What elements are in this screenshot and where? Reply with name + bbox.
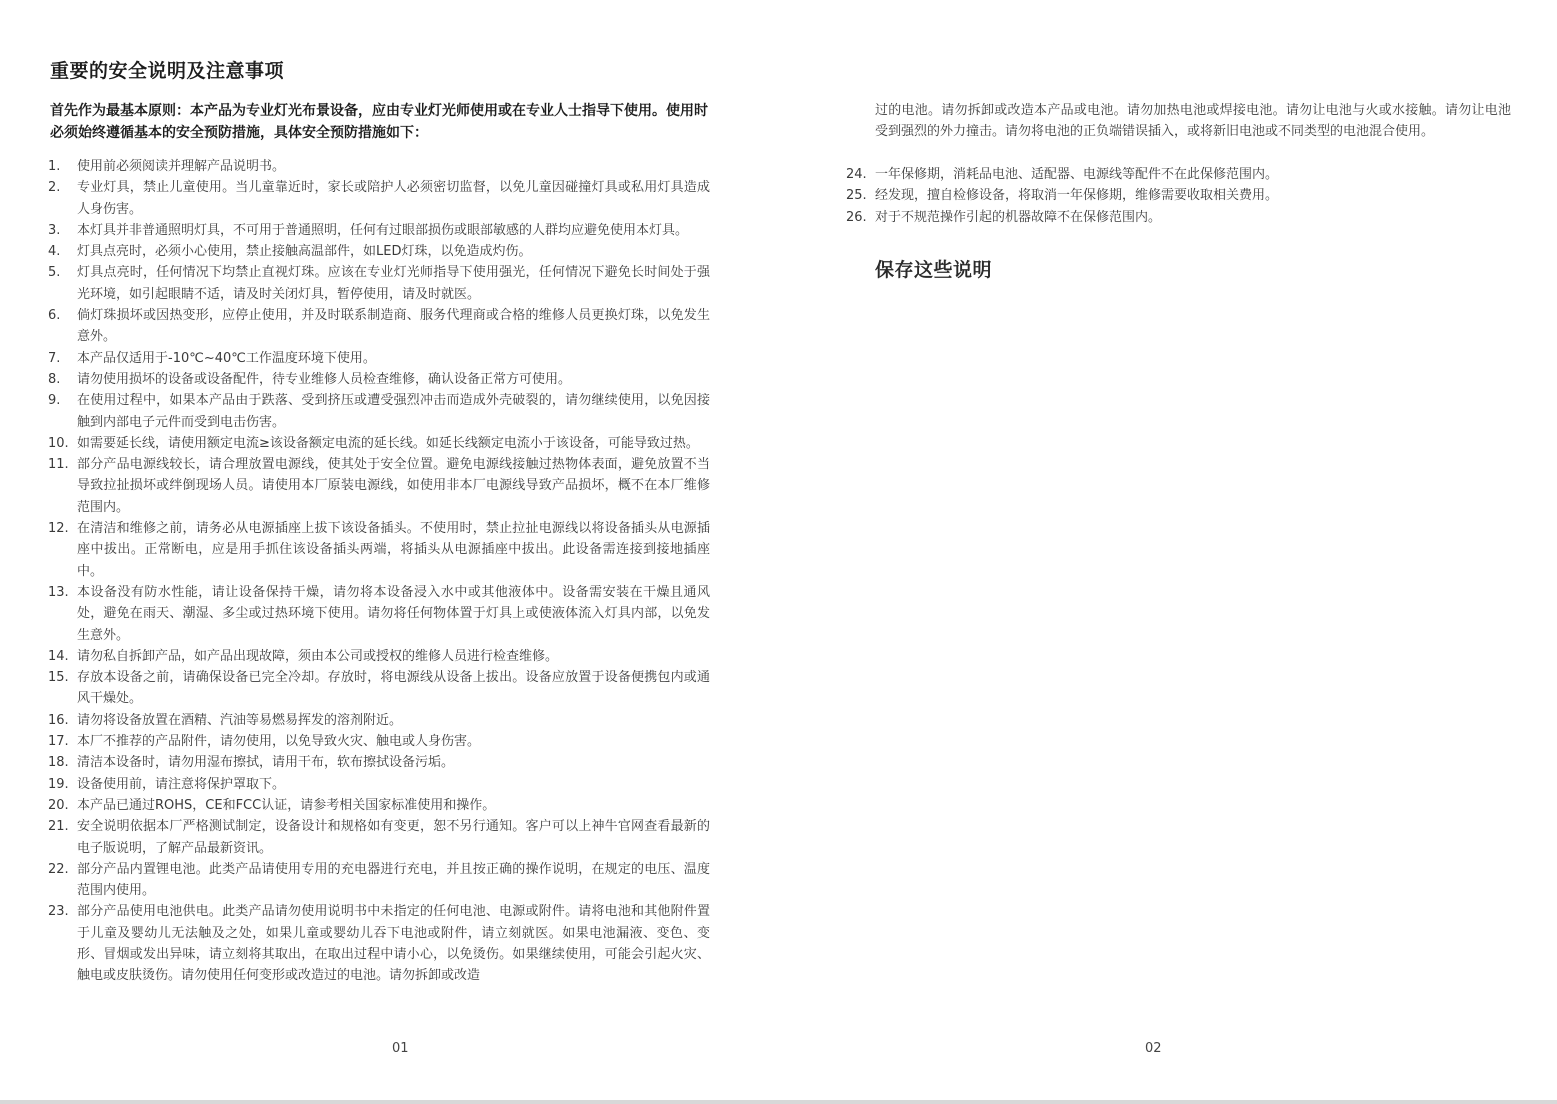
item-number: 22. xyxy=(48,861,69,877)
item-text: 在清洁和维修之前，请务必从电源插座上拔下该设备插头。不使用时，禁止拉扯电源线以将设备插头从电源插座中拔出。正常断电，应是用手抓住该设备插头两端，将插头从电源插座中拔出。此设备需连接到接地插座中。 xyxy=(77,521,710,579)
item-text: 清洁本设备时，请勿用湿布擦拭，请用干布，软布擦拭设备污垢。 xyxy=(77,755,455,771)
item-number: 17. xyxy=(48,734,69,750)
list-item xyxy=(846,185,1510,206)
list-item xyxy=(48,901,710,986)
list-item xyxy=(48,390,710,433)
item-text: 本产品仅适用于-10℃~40℃工作温度环境下使用。 xyxy=(77,350,376,366)
item-text: 部分产品电源线较长，请合理放置电源线，使其处于安全位置。避免电源线接触过热物体表面，避免放置不当导致拉扯损坏或绊倒现场人员。请使用本厂原装电源线，如使用非本厂电源线导致产品损坏，概不在本厂维修范围内。 xyxy=(77,457,710,515)
list-item xyxy=(48,667,710,710)
list-item xyxy=(48,859,710,902)
list-item xyxy=(48,752,710,773)
page-number-right: 02 xyxy=(1145,1041,1162,1056)
item-number: 14. xyxy=(48,648,69,664)
item-text: 倘灯珠损坏或因热变形，应停止使用，并及时联系制造商、服务代理商或合格的维修人员更换灯珠，以免发生意外。 xyxy=(77,308,710,345)
item-text: 本产品已通过ROHS，CE和FCC认证，请参考相关国家标准使用和操作。 xyxy=(77,797,496,813)
item-number: 4. xyxy=(48,244,61,260)
item-number: 5. xyxy=(48,265,61,281)
item-number: 3. xyxy=(48,222,61,238)
item-text: 请勿将设备放置在酒精、汽油等易燃易挥发的溶剂附近。 xyxy=(77,712,403,728)
list-item xyxy=(48,262,710,305)
list-item xyxy=(846,164,1510,185)
item-number: 16. xyxy=(48,712,69,728)
list-item xyxy=(48,177,710,220)
item-number: 9. xyxy=(48,393,61,409)
list-item xyxy=(48,241,710,262)
item-number: 10. xyxy=(48,435,69,451)
item-text: 本厂不推荐的产品附件，请勿使用，以免导致火灾、触电或人身伤害。 xyxy=(77,734,481,750)
item-number: 7. xyxy=(48,350,61,366)
item-text: 部分产品内置锂电池。此类产品请使用专用的充电器进行充电，并且按正确的操作说明，在规定的电压、温度范围内使用。 xyxy=(77,861,710,899)
list-item xyxy=(48,518,710,582)
item-number: 13. xyxy=(48,584,69,600)
page-number-left: 01 xyxy=(392,1041,409,1056)
list-item xyxy=(48,710,710,731)
list-item xyxy=(48,305,710,348)
item-text: 请勿私自拆卸产品，如产品出现故障，须由本公司或授权的维修人员进行检查维修。 xyxy=(77,648,559,664)
item-number: 25. xyxy=(846,188,867,204)
intro-paragraph: 首先作为最基本原则：本产品为专业灯光布景设备，应由专业灯光师使用或在专业人士指导下使用。使用时必须始终遵循基本的安全预防措施，具体安全预防措施如下： xyxy=(50,103,708,141)
item-text: 灯具点亮时，必须小心使用，禁止接触高温部件，如LED灯珠，以免造成灼伤。 xyxy=(77,244,532,260)
item-number: 19. xyxy=(48,776,69,792)
item-number: 2. xyxy=(48,180,61,196)
list-item xyxy=(48,646,710,667)
item-text: 本灯具并非普通照明灯具，不可用于普通照明，任何有过眼部损伤或眼部敏感的人群均应避免使用本灯具。 xyxy=(77,222,689,238)
list-item xyxy=(48,454,710,518)
item-text: 本设备没有防水性能，请让设备保持干燥，请勿将本设备浸入水中或其他液体中。设备需安装在干燥且通风处，避免在雨天、潮湿、多尘或过热环境下使用。请勿将任何物体置于灯具上或使液体流入灯具内部，以免发生意外。 xyxy=(77,584,710,643)
item-text: 请勿使用损坏的设备或设备配件，待专业维修人员检查维修，确认设备正常方可使用。 xyxy=(77,371,572,387)
item-number: 21. xyxy=(48,819,69,835)
item-text: 一年保修期，消耗品电池、适配器、电源线等配件不在此保修范围内。 xyxy=(875,167,1279,182)
item-text: 专业灯具，禁止儿童使用。当儿童靠近时，家长或陪护人必须密切监督，以免儿童因碰撞灯具或私用灯具造成人身伤害。 xyxy=(77,180,710,217)
item-number: 18. xyxy=(48,755,69,771)
item-text: 设备使用前，请注意将保护罩取下。 xyxy=(77,776,286,792)
item-number: 23. xyxy=(48,904,69,920)
item-text: 在使用过程中，如果本产品由于跌落、受到挤压或遭受强烈冲击而造成外壳破裂的，请勿继续使用，以免因接触到内部电子元件而受到电击伤害。 xyxy=(77,393,710,430)
bottom-divider xyxy=(0,1100,1557,1104)
safety-list-left xyxy=(48,156,710,987)
list-item xyxy=(48,731,710,752)
item-text: 如需要延长线，请使用额定电流≥该设备额定电流的延长线。如延长线额定电流小于该设备，可能导致过热。 xyxy=(77,435,699,451)
item-number: 12. xyxy=(48,521,69,537)
list-item xyxy=(48,348,710,369)
list-item xyxy=(48,816,710,859)
item-number: 6. xyxy=(48,308,61,324)
item-23-continuation: 过的电池。请勿拆卸或改造本产品或电池。请勿加热电池或焊接电池。请勿让电池与火或水接触。请勿让电池受到强烈的外力撞击。请勿将电池的正负端错误插入，或将新旧电池或不同类型的电池混合使用。 xyxy=(875,103,1511,140)
list-item xyxy=(48,156,710,177)
item-text: 使用前必须阅读并理解产品说明书。 xyxy=(77,159,286,174)
list-item xyxy=(48,220,710,241)
item-number: 1. xyxy=(48,159,61,174)
item-text: 灯具点亮时，任何情况下均禁止直视灯珠。应该在专业灯光师指导下使用强光，任何情况下避免长时间处于强光环境，如引起眼睛不适，请及时关闭灯具，暂停使用，请及时就医。 xyxy=(77,265,710,302)
left-page xyxy=(0,0,778,1104)
safety-title: 重要的安全说明及注意事项 xyxy=(50,60,285,82)
list-item xyxy=(48,582,710,646)
item-number: 24. xyxy=(846,167,867,182)
item-number: 11. xyxy=(48,457,69,473)
safety-list-right xyxy=(846,164,1510,228)
item-number: 8. xyxy=(48,371,61,387)
item-text: 存放本设备之前，请确保设备已完全冷却。存放时，将电源线从设备上拔出。设备应放置于设备便携包内或通风干燥处。 xyxy=(77,670,710,707)
item-number: 15. xyxy=(48,670,69,686)
list-item xyxy=(48,369,710,390)
item-text: 安全说明依据本厂严格测试制定，设备设计和规格如有变更，恕不另行通知。客户可以上神牛官网查看最新的电子版说明，了解产品最新资讯。 xyxy=(77,819,710,856)
item-text: 经发现，擅自检修设备，将取消一年保修期，维修需要收取相关费用。 xyxy=(875,188,1279,204)
list-item xyxy=(48,774,710,795)
list-item xyxy=(846,207,1510,228)
item-text: 部分产品使用电池供电。此类产品请勿使用说明书中未指定的任何电池、电源或附件。请将电池和其他附件置于儿童及婴幼儿无法触及之处，如果儿童或婴幼儿吞下电池或附件，请立刻就医。如果电池漏液、变色、变形、冒烟或发出异味，请立刻将其取出，在取出过程中请小心，以免烫伤。如果继续使用，可能会引起火灾、触电或皮肤烫伤。请勿使用任何变形或改造过的电池。请勿拆卸或改造 xyxy=(77,904,710,984)
list-item xyxy=(48,795,710,816)
list-item xyxy=(48,433,710,454)
item-number: 26. xyxy=(846,209,867,225)
save-instructions-title: 保存这些说明 xyxy=(875,259,993,281)
item-number: 20. xyxy=(48,797,69,813)
item-text: 对于不规范操作引起的机器故障不在保修范围内。 xyxy=(875,209,1162,225)
